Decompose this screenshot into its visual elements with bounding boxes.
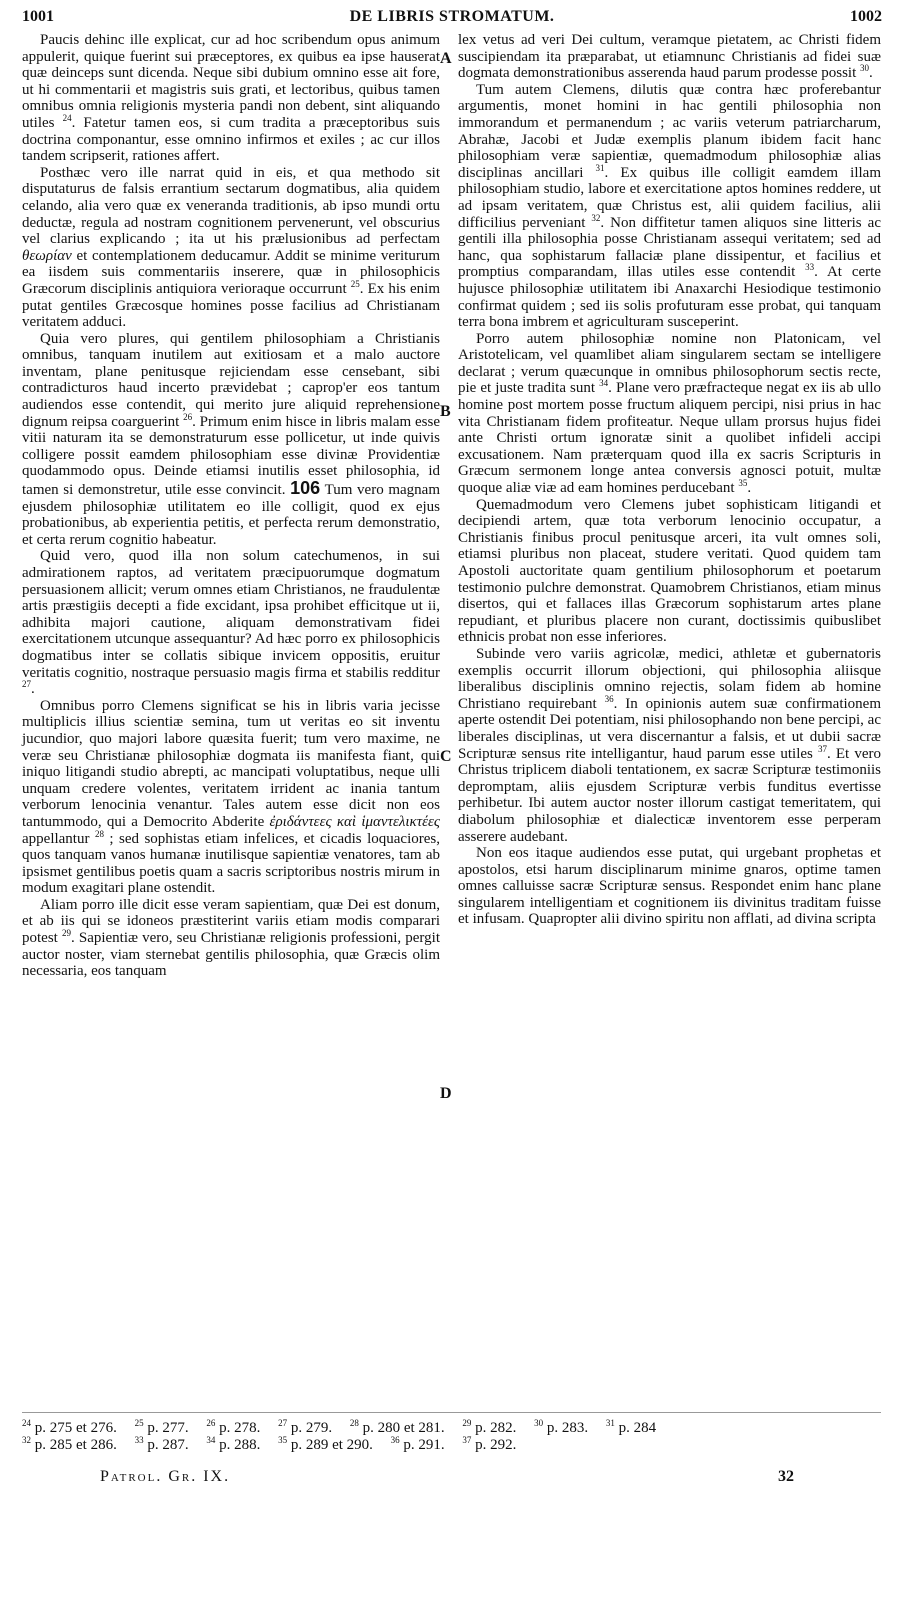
footnote: $^{29}$ p. 282. (462, 1418, 517, 1436)
footnote-ref: 36 (604, 693, 614, 704)
greek-term: θεωρίαν (22, 247, 72, 264)
footnotes (22, 1420, 892, 1454)
paragraph: Omnibus porro Clemens significat se his in libris varia jecisse multiplicis illius scientiæ semina, tum ut veritas eo sit inventu jucundior, quo majori labore quæsita fuerit; tum vero maxime, ne veræ seu Christianæ philosophiæ dogmata iis manifesta fiant, qui iniquo litigandi studio abrepti, ac mancipati voluptatibus, neque ulli unquam credere volentes, veritatem irrident ac inania tantum verborum lenocinia venantur. Tales autem esse dicit non eos tantummodo, qui a Democrito Abderite ἐριδάντεες καὶ ἱμαντελικτέες appellantur $^{28}$ ; sed sophistas etiam infelices, et cicadis loquaciores, quos tanquam vanos humanæ inutilisque sapientiæ venatores, tam ab ipsismet gentilibus poetis quam a sacris scriptoribus nostris mirum in modum exagitari plane ostendit. (22, 697, 441, 897)
paragraph: Non eos itaque audiendos esse putat, qui urgebant prophetas et apostolos, etsi harum disciplinarum minime gnaros, optime tamen omnes calluisse sacræ Scripturæ sensus. Respondet enim hanc plane singularem intelligentiam et cognitionem iis divinitus traditam fuisse et infusam. Quapropter alii divino spiritu non afflati, ad divina scripta (458, 845, 881, 928)
footnote-line (22, 1437, 892, 1454)
margin-letter-b: B (440, 403, 451, 420)
footnote: $^{37}$ p. 292. (462, 1435, 517, 1453)
paragraph: Subinde vero variis agricolæ, medici, athletæ et gubernatoris exemplis occurrit illorum objectioni, qui philosophia aliisque liberalibus disciplinis omnino rejectis, solam fidem ab homine Christiano requirebant $^{36}$. In opinionis autem suæ confirmationem aperte ostendit Dei potentiam, nisi philosophando non bene percipi, ac liberales disciplinas, ut vera discernantur a falsis, et ut dubii sacræ Scripturæ sensus rite intelligantur, haud parum esse utiles $^{37}$. Et vero Christus triplicem diaboli tentationem, ex sacræ Scripturæ testimoniis depromptam, aliis ejusdem Scripturæ verbis funditus evertisse perhibetur. Ibi autem auctor noster illorum castigat temeritatem, qui diabolum philosophiæ et dialecticæ inventorem esse perperam asserere audebant. (458, 645, 882, 845)
footnote-ref: 25 (350, 278, 360, 289)
paragraph: Aliam porro ille dicit esse veram sapientiam, quæ Dei est donum, et ab iis qui se idoneos præstiterint variis etiam modis comparari potest $^{29}$. Sapientiæ vero, seu Christianæ religionis professioni, pergit auctor noster, viam sternebat gentilis philosophia, quæ Græcis olim necessaria, eos tanquam (22, 896, 440, 980)
signature-mark: Patrol. Gr. IX. (100, 1468, 231, 1485)
left-column (22, 32, 440, 980)
footnote-ref: 31 (595, 162, 605, 173)
margin-letter-a: A (440, 50, 452, 67)
footnote-ref: 28 (94, 828, 104, 839)
paragraph: Quemadmodum vero Clemens jubet sophisticam litigandi et decipiendi artem, quæ tota verborum lenocinio occupatur, a Christianis finibus procul penitusque arceri, ita vult omnes soli, etiamsi pluribus non placeat, studere veritati. Quod quidem tam Apostoli auctoritate quam gentilium philosophorum et poetarum testimonio pulchre demonstrat. Quamobrem Christianos, etiam minus disertos, qui et fallaces illas Græcorum sophistarum artes plane repudiant, et pluribus placere non curant, doctissimis quibuslibet ethnicis probat non esse inferiores. (458, 496, 881, 646)
footnote-ref: 33 (805, 262, 815, 273)
footnote-ref: 30 (860, 63, 869, 74)
footnote-ref: 29 (61, 928, 71, 939)
footnote: $^{26}$ p. 278. (206, 1418, 261, 1436)
margin-letter-c: C (440, 748, 452, 765)
margin-letter-d: D (440, 1085, 452, 1102)
footnote-divider (22, 1412, 881, 1413)
footnote: $^{32}$ p. 285 et 286. (22, 1435, 117, 1453)
footnote: $^{34}$ p. 288. (206, 1435, 261, 1453)
footnote-ref: 37 (818, 743, 827, 754)
footnote: $^{28}$ p. 280 et 281. (349, 1418, 445, 1436)
running-title: DE LIBRIS STROMATUM. (349, 8, 555, 25)
footnote-ref: 35 (738, 478, 748, 489)
paragraph: Posthæc vero ille narrat quid in eis, et qua methodo sit disputaturus de falsis errantium sectarum dogmatibus, alia quidem celando, alia vero quæ ex veneranda traditionis, ab ipso mundi ortu deductæ, regula ad nostram cognitionem pervenerunt, vel obscurius vel clarius explicando ; ita ut his prælusionibus ad perfectam θεωρίαν et contemplationem deducamur. Addit se minime veriturum ea iisdem suis commentariis inserere, quæ in philosophicis Græcorum disciplinis antiquiora verioraque occurrunt $^{25}$. Ex his enim putat gentiles Græcosque homines posse facilius ad Christianam veritatem adduci. (22, 164, 440, 331)
footnote-line (22, 1420, 892, 1437)
paragraph: Paucis dehinc ille explicat, cur ad hoc scribendum opus animum appulerit, quique fuerint sui præceptores, ex quibus ea ipse hauserat quæ deinceps sunt dicenda. Neque sibi dubium omnino esse ait fore, ut hi commentarii et magistris suis grati, et lectoribus, quibus tamen omnibus omnia religionis mysteria pandi non debent, sint aliquando utiles $^{24}$. Fatetur tamen eos, si cum tradita a præceptoribus suis doctrina componantur, esse omnino infirmos et exiles ; ac cur illos tandem scripserit, rationes affert. (22, 32, 440, 165)
footnote: $^{33}$ p. 287. (134, 1435, 189, 1453)
running-header (22, 8, 882, 30)
left-page-number: 1001 (22, 8, 54, 25)
paragraph: Quid vero, quod illa non solum catechumenos, in sui admirationem raptos, ad veritatem præcipuorumque dogmatum persuasionem allicit; verum omnes etiam Christianos, ne fraudulentæ artis præstigiis decepti a fide excidant, ipsa prohibet efficitque ut ii, adhibita majori cautione, aliquam demonstrativam fidei exercitationem utcunque assequantur? Ad hæc porro ex philosophicis dogmatibus inter se collatis sibique invicem oppositis, eruitur veritatis cognitio, nostraque persuasio magis firma et stabilis redditur $^{27}$. (22, 548, 440, 698)
paragraph: Tum autem Clemens, dilutis quæ contra hæc proferebantur argumentis, monet homini in hac gentili philosophia non immorandum et permanendum ; ac variis veterum patriarcharum, Abrahæ, Jacobi et Judæ exemplis planum ibidem facit hanc philosophiam veræ sapientiæ, quemadmodum philosophiæ alias disciplinas ancillari $^{31}$. Ex quibus ille colligit eamdem illam philosophiam studio, labore et exercitatione aptos homines reddere, ut ad ipsam veritatem, quæ Christus est, alii quidem facilius, alii difficilius perveniant $^{32}$. Non diffitetur tamen aliquos sine litteris ac gentili illa philosophia posse Christianam assequi veritatem; sed ad hanc, qua sophistarum fallaciæ plane dissipentur, et facilius et promptius comparandam, illas utiles esse contendit $^{33}$. At certe hujusce philosophiæ utilitatem ibi Anaxarchi Hesiodique testimonio confirmat quidem ; sed iis solis profuturam esse probat, qui tanquam terra bona imbrem et agriculturam susceperint. (458, 81, 881, 331)
footnote: $^{25}$ p. 277. (134, 1418, 189, 1436)
footnote: $^{35}$ p. 289 et 290. (278, 1435, 373, 1453)
paragraph: lex vetus ad veri Dei cultum, veramque pietatem, ac Christi fidem suscipiendam ita præparabat, ut etiamnunc Christianis ad fidei suæ dogmata demonstrationibus asserenda haud parum prodesse possit $^{30}$. (458, 32, 881, 82)
footnote: $^{31}$ p. 284 (605, 1418, 657, 1436)
paragraph: Quia vero plures, qui gentilem philosophiam a Christianis omnibus, tanquam inutilem aut exitiosam et a malo auctore inventam, plane penitusque rejiciendam esse censebant, sibi contradicturos haud incerto prævidebat ; caprop'er eos tantum audiendos esse contendit, qui merito jure aliquid reprehensione dignum reipsa coarguerint $^{26}$. Primum enim hisce in libris malam esse vitii naturam ita se demonstraturum esse pollicetur, ut inde quivis colligere possit eamdem philosophiam esse divinæ Providentiæ quodammodo opus. Deinde etiamsi inutilis esset philosophia, id tamen si demonstretur, utile esse convincit. 106 Tum vero magnam ejusdem philosophiæ utilitatem eo ille colligit, quod ex ejus probationibus, ab experientia petitis, et perfecta rerum demonstratio, et certa rerum cognitio habeatur. (22, 330, 441, 548)
footnote-ref: 24 (62, 112, 72, 123)
footnote-ref: 32 (591, 212, 601, 223)
sheet-number: 32 (778, 1468, 794, 1485)
footnote: $^{36}$ p. 291. (390, 1435, 445, 1453)
footnote: $^{27}$ p. 279. (278, 1418, 333, 1436)
footnote-ref: 34 (599, 378, 609, 389)
paragraph: Porro autem philosophiæ nomine non Platonicam, vel Aristotelicam, vel quamlibet aliam singularem sectam se intelligere declarat ; verum quæcunque in omnibus philosophorum sectis recte, pie et juste tradita sunt $^{34}$. Plane vero præfracteque negat ex iis ab ullo homine post mortem posse fructum aliquem percipi, nisi prius in hac vita Christianam fidem profiteatur. Neque ullam prorsus hujus fidei ante Christi ortum ignoratæ sinit a quolibet infideli accipi excusationem. Nam præterquam quod illa ex sacris Scripturis in Græcum sermonem longe antea conversis agnosci potuit, multæ quoque aliæ viæ ad eam homines perducebant $^{35}$. (458, 330, 881, 497)
right-page-number: 1002 (850, 8, 882, 25)
footnote-ref: 26 (183, 411, 193, 422)
greek-term: ἐριδάντεες καὶ ἱμαντελικτέες (269, 813, 441, 830)
footnote: $^{24}$ p. 275 et 276. (22, 1418, 117, 1436)
right-column (458, 32, 881, 928)
footnote-ref: 27 (22, 679, 31, 690)
footnote: $^{30}$ p. 283. (534, 1418, 589, 1436)
column-number: 106 (290, 478, 321, 499)
